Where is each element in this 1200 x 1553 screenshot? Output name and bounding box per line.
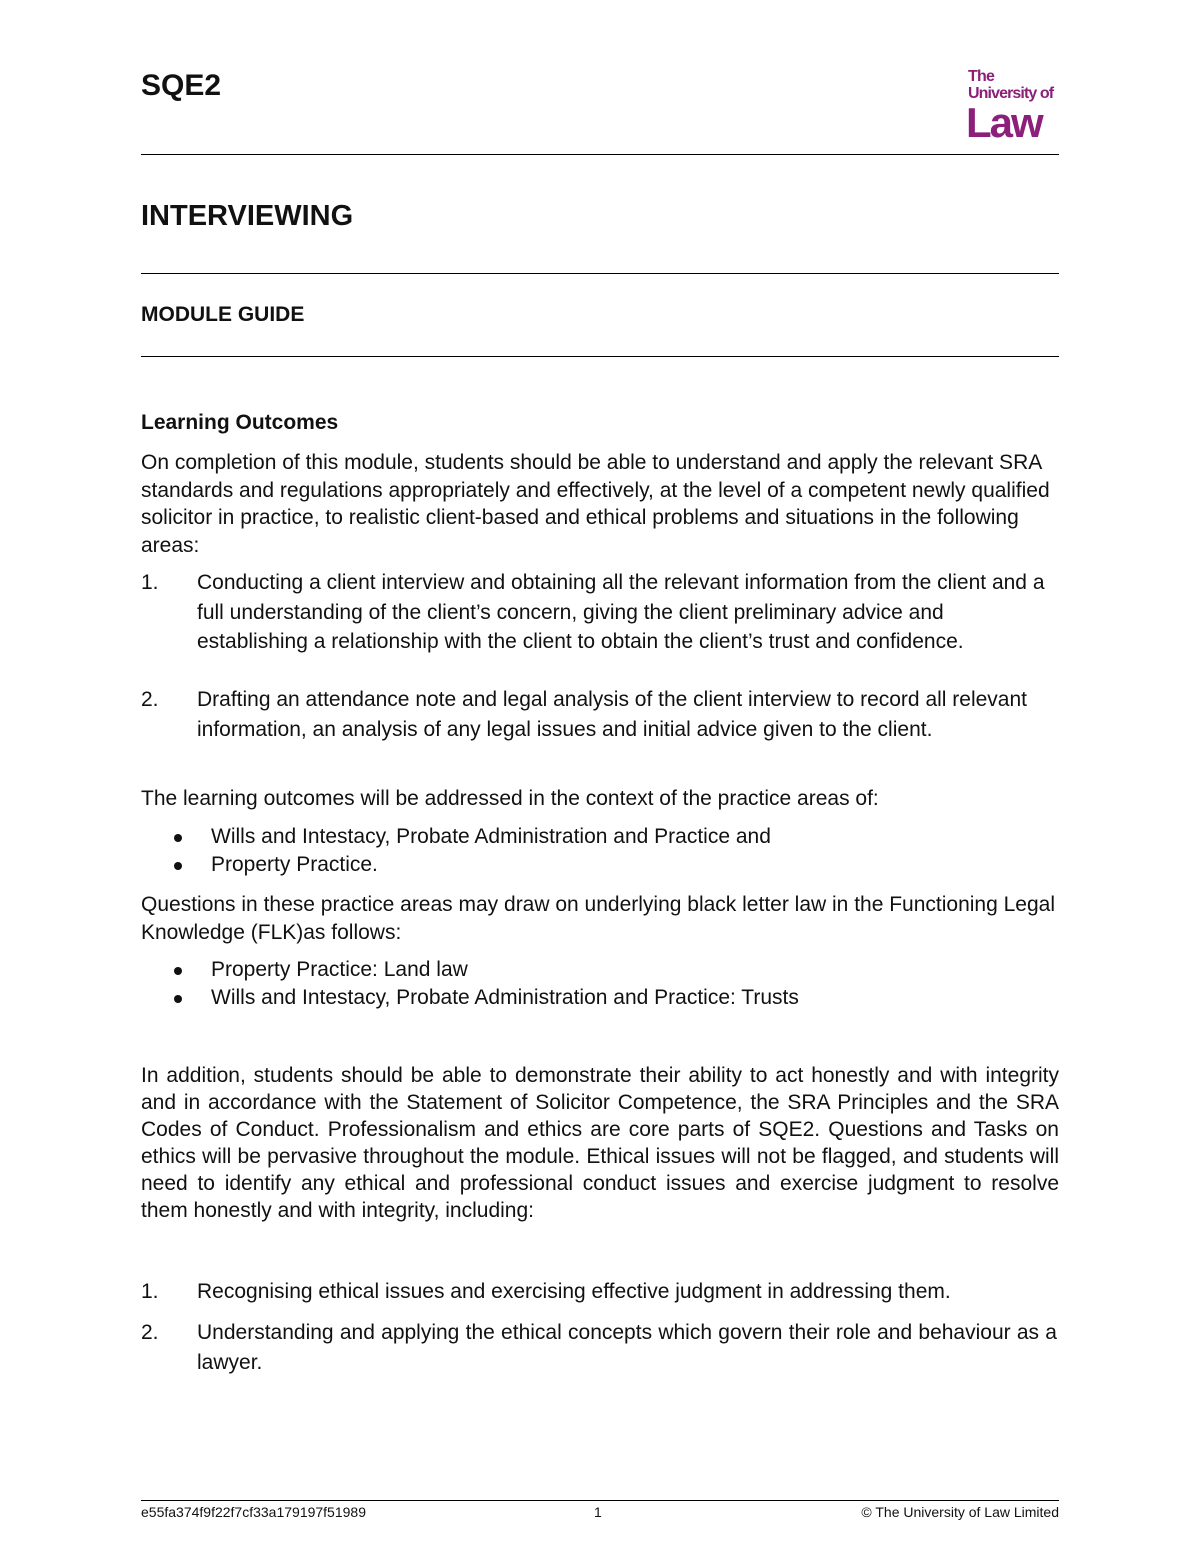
module-subtitle: MODULE GUIDE bbox=[141, 303, 305, 326]
ethics-item bbox=[141, 1318, 1059, 1378]
flk-intro: Questions in these practice areas may draw on underlying black letter law in the Functioning Legal Knowledge (FLK)as follows: bbox=[141, 893, 1056, 944]
outcome-item bbox=[141, 685, 1059, 775]
context-intro: The learning outcomes will be addressed in the context of the practice areas of: bbox=[141, 787, 879, 810]
flk-item-text: Wills and Intestacy, Probate Administration and Practice: Trusts bbox=[211, 986, 799, 1009]
module-title: INTERVIEWING bbox=[141, 200, 354, 232]
footer-copyright: © The University of Law Limited bbox=[861, 1504, 1059, 1520]
footer-divider bbox=[141, 1500, 1059, 1501]
practice-area-text: Wills and Intestacy, Probate Administration and Practice and bbox=[211, 825, 771, 848]
divider bbox=[141, 273, 1059, 274]
practice-area-text: Property Practice. bbox=[211, 853, 378, 876]
bullet-icon bbox=[174, 967, 182, 975]
divider bbox=[141, 356, 1059, 357]
bullet-icon bbox=[174, 995, 182, 1003]
outcome-text: Drafting an attendance note and legal analysis of the client interview to record all relevant information, an analysis of any legal issues and initial advice given to the client. bbox=[197, 688, 1027, 741]
university-of-law-logo bbox=[966, 66, 1058, 140]
course-code: SQE2 bbox=[141, 69, 222, 102]
outcome-number: 1. bbox=[141, 571, 159, 594]
divider bbox=[141, 154, 1059, 155]
logo-line1: The bbox=[968, 68, 995, 85]
outcome-number: 2. bbox=[141, 688, 159, 711]
ethics-item bbox=[141, 1277, 1059, 1307]
bullet-icon bbox=[174, 834, 182, 842]
footer-page-number: 1 bbox=[594, 1504, 602, 1520]
ethics-text: Recognising ethical issues and exercising effective judgment in addressing them. bbox=[197, 1280, 951, 1303]
ethics-number: 2. bbox=[141, 1321, 159, 1344]
ethics-text: Understanding and applying the ethical concepts which govern their role and behaviour as a lawyer. bbox=[197, 1321, 1057, 1374]
learning-outcomes-heading: Learning Outcomes bbox=[141, 411, 339, 434]
bullet-icon bbox=[174, 862, 182, 870]
logo-line2: University of bbox=[968, 85, 1054, 102]
outcome-item bbox=[141, 568, 1059, 686]
footer-doc-id: e55fa374f9f22f7cf33a179197f51989 bbox=[141, 1504, 366, 1520]
flk-item-text: Property Practice: Land law bbox=[211, 958, 468, 981]
learning-outcomes-intro: On completion of this module, students should be able to understand and apply the relevant SRA standards and regulations appropriately and effectively, at the level of a competent newly qualified solicitor in practice, to realistic client-based and ethical problems and situations in the following areas: bbox=[141, 451, 1050, 557]
logo-line3: Law bbox=[966, 99, 1042, 140]
ethics-number: 1. bbox=[141, 1280, 159, 1303]
outcome-text: Conducting a client interview and obtaining all the relevant information from the client and a full understanding of the client’s concern, giving the client preliminary advice and establishing a relationship with the client to obtain the client’s trust and confidence. bbox=[197, 571, 1045, 653]
ethics-paragraph: In addition, students should be able to demonstrate their ability to act honestly and with integrity and in accordance with the Statement of Solicitor Competence, the SRA Principles and the SRA Codes of Conduct. Professionalism and ethics are core parts of SQE2. Questions and Tasks on ethics will be pervasive throughout the module. Ethical issues will not be flagged, and students will need to identify any ethical and professional conduct issues and exercise judgment to resolve them honestly and with integrity, including: bbox=[141, 1064, 1059, 1222]
